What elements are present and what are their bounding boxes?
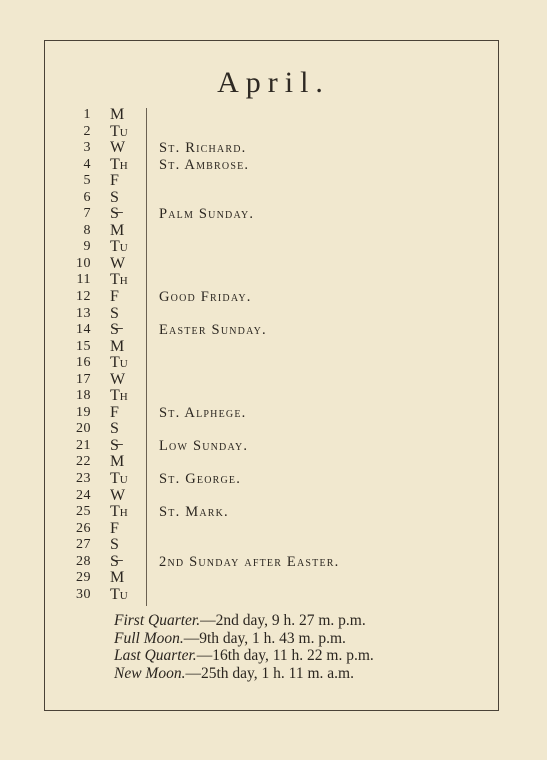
- day-number: 20: [76, 421, 91, 437]
- moon-phase-detail: —2nd day, 9 h. 27 m. p.m.: [200, 612, 366, 629]
- weekday-abbrev: M: [110, 337, 125, 355]
- moon-phase-line: [114, 647, 514, 665]
- day-row: [0, 306, 547, 323]
- day-number: 1: [83, 107, 91, 122]
- weekday-abbrev: W: [110, 370, 126, 388]
- day-number: 10: [76, 255, 91, 271]
- weekday-abbrev: Tu: [110, 354, 128, 372]
- day-row: [0, 256, 547, 273]
- weekday-abbrev: Th: [110, 155, 128, 173]
- day-number: 21: [76, 437, 91, 453]
- day-row: [0, 587, 547, 604]
- weekday-abbrev: M: [110, 106, 125, 123]
- weekday-abbrev: W: [110, 254, 126, 272]
- day-row: [0, 223, 547, 240]
- feast-day: Low Sunday.: [159, 437, 249, 454]
- day-number: 6: [83, 189, 91, 205]
- day-row: [0, 438, 547, 455]
- day-number: 27: [76, 537, 91, 553]
- day-number: 11: [76, 272, 91, 288]
- weekday-abbrev: W: [110, 139, 126, 157]
- day-row: [0, 239, 547, 256]
- day-number: 5: [83, 173, 91, 189]
- feast-day: St. Richard.: [159, 140, 247, 157]
- moon-phase-line: [114, 612, 514, 630]
- day-row: [0, 272, 547, 289]
- day-row: [0, 190, 547, 207]
- feast-day: St. Alphege.: [159, 404, 247, 421]
- moon-phases: [114, 612, 514, 682]
- weekday-abbrev: M: [110, 453, 125, 471]
- weekday-abbrev: F: [110, 288, 119, 306]
- moon-phase-name: New Moon.: [114, 664, 186, 682]
- day-row: [0, 372, 547, 389]
- day-row: [0, 206, 547, 223]
- moon-phase-detail: —25th day, 1 h. 11 m. a.m.: [185, 664, 354, 682]
- weekday-abbrev: Tu: [110, 585, 128, 603]
- day-number: 2: [83, 123, 91, 139]
- weekday-abbrev: Tu: [110, 470, 128, 488]
- day-row: [0, 289, 547, 306]
- moon-phase-name: First Quarter.: [114, 612, 201, 629]
- day-number: 3: [83, 140, 91, 156]
- day-number: 25: [76, 504, 91, 520]
- weekday-abbrev: Th: [110, 271, 128, 289]
- feast-day: 2nd Sunday after Easter.: [159, 553, 340, 570]
- feast-day: Palm Sunday.: [159, 206, 255, 223]
- day-row: [0, 173, 547, 190]
- weekday-abbrev: S̶: [110, 205, 119, 223]
- day-row: [0, 454, 547, 471]
- day-row: [0, 107, 547, 124]
- weekday-abbrev: M: [110, 221, 125, 239]
- day-row: [0, 405, 547, 422]
- day-number: 7: [83, 206, 91, 222]
- day-number: 13: [76, 305, 91, 321]
- day-row: [0, 504, 547, 521]
- day-number: 24: [76, 487, 91, 503]
- day-row: [0, 140, 547, 157]
- weekday-abbrev: Th: [110, 503, 128, 521]
- day-row: [0, 124, 547, 141]
- weekday-abbrev: S: [110, 420, 119, 438]
- feast-day: St. Ambrose.: [159, 156, 250, 173]
- weekday-abbrev: S̶: [110, 552, 119, 570]
- day-number: 12: [76, 289, 91, 305]
- weekday-abbrev: F: [110, 519, 119, 537]
- day-number: 15: [76, 338, 91, 354]
- day-number: 14: [76, 322, 91, 338]
- day-row: [0, 421, 547, 438]
- weekday-abbrev: S: [110, 304, 119, 322]
- day-row: [0, 488, 547, 505]
- day-row: [0, 471, 547, 488]
- day-row: [0, 322, 547, 339]
- day-number: 30: [76, 586, 91, 602]
- day-number: 19: [76, 404, 91, 420]
- moon-phase-line: [114, 630, 514, 648]
- day-number: 4: [83, 156, 91, 172]
- day-row: [0, 521, 547, 538]
- weekday-abbrev: S: [110, 188, 119, 206]
- weekday-abbrev: F: [110, 172, 119, 190]
- day-number: 23: [76, 471, 91, 487]
- moon-phase-detail: —16th day, 11 h. 22 m. p.m.: [196, 647, 374, 664]
- feast-day: Good Friday.: [159, 289, 252, 306]
- weekday-abbrev: Th: [110, 387, 128, 405]
- weekday-abbrev: Tu: [110, 238, 128, 256]
- day-number: 9: [83, 239, 91, 255]
- moon-phase-detail: —9th day, 1 h. 43 m. p.m.: [183, 629, 346, 647]
- weekday-abbrev: F: [110, 403, 119, 421]
- moon-phase-name: Full Moon.: [114, 629, 184, 647]
- day-row: [0, 157, 547, 174]
- day-number: 28: [76, 553, 91, 569]
- feast-day: Easter Sunday.: [159, 322, 267, 339]
- weekday-abbrev: Tu: [110, 122, 128, 140]
- weekday-abbrev: W: [110, 486, 126, 504]
- feast-day: St. Mark.: [159, 504, 229, 521]
- page-title: April.: [217, 66, 330, 99]
- day-row: [0, 554, 547, 571]
- day-number: 18: [76, 388, 91, 404]
- weekday-abbrev: M: [110, 569, 125, 587]
- day-row: [0, 537, 547, 554]
- day-number: 26: [76, 520, 91, 536]
- day-number: 22: [76, 454, 91, 470]
- feast-day: St. George.: [159, 471, 242, 488]
- day-row: [0, 570, 547, 587]
- calendar-days: [0, 107, 547, 603]
- day-number: 8: [83, 222, 91, 238]
- weekday-abbrev: S: [110, 536, 119, 554]
- day-number: 16: [76, 355, 91, 371]
- weekday-abbrev: S̶: [110, 321, 119, 339]
- day-row: [0, 339, 547, 356]
- moon-phase-line: [114, 665, 514, 683]
- day-row: [0, 388, 547, 405]
- weekday-abbrev: S̶: [110, 436, 119, 454]
- day-number: 29: [76, 570, 91, 586]
- day-row: [0, 355, 547, 372]
- day-number: 17: [76, 371, 91, 387]
- moon-phase-name: Last Quarter.: [114, 647, 197, 664]
